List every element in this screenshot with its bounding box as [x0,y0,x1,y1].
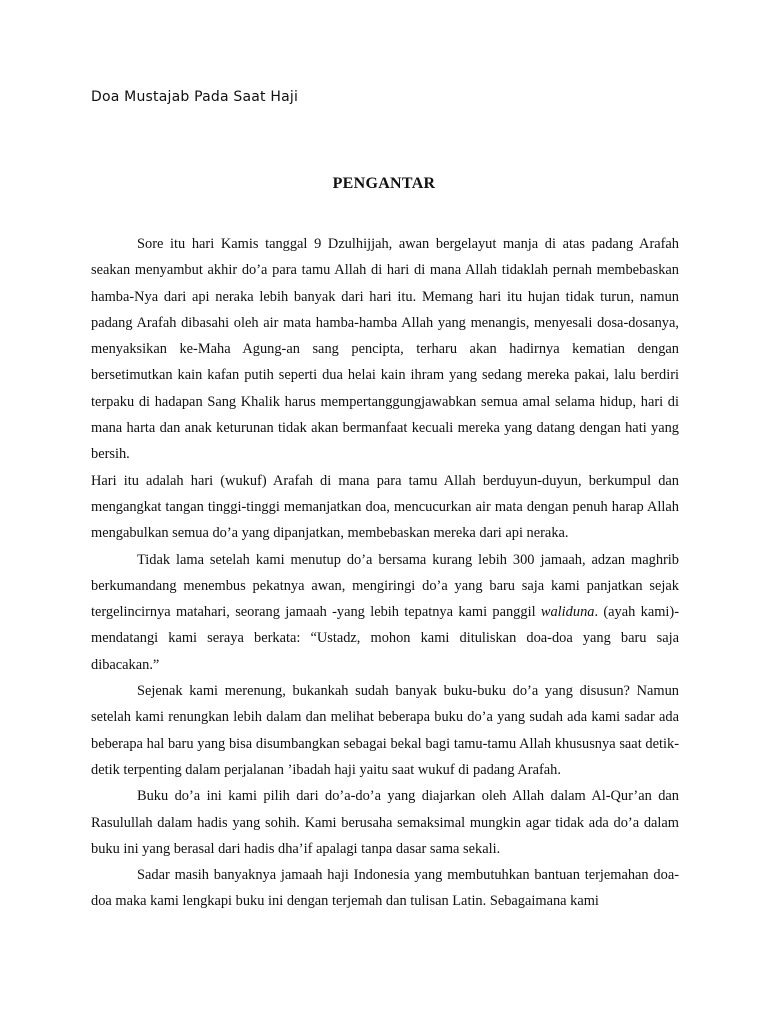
paragraph-3-text: Tidak lama setelah kami menutup do’a bersama kurang lebih 300 jamaah, adzan maghrib berkumandang menembus pekatnya awan, mengiringi do’a yang baru saja kami panjatkan sejak tergelincirnya matahari, seorang jamaah -yang lebih tepatnya kami panggil [91,551,679,621]
paragraph-1: Sore itu hari Kamis tanggal 9 Dzulhijjah, awan bergelayut manja di atas padang Arafah seakan menyambut akhir do’a para tamu Allah di hari di mana Allah tidaklah pernah membebaskan hamba-Nya dari api neraka lebih banyak dari hari itu. Memang hari itu hujan tidak turun, namun padang Arafah dibasahi oleh air mata hamba-hamba Allah yang menangis, menyesali dosa-dosanya, menyaksikan ke-Maha Agung-an sang pencipta, terharu akan hadirnya kematian dengan bersetimutkan kain kafan putih seperti dua helai kain ihram yang sedang mereka pakai, lalu berdiri terpaku di hadapan Sang Khalik harus mempertanggungjawabkan semua amal selama hidup, hari di mana harta dan anak keturunan tidak akan bermanfaat kecuali mereka yang datang dengan hati yang bersih. [91,236,679,463]
italic-term: waliduna [540,604,595,621]
paragraph-2: Hari itu adalah hari (wukuf) Arafah di mana para tamu Allah berduyun-duyun, berkumpul dan mengangkat tangan tinggi-tinggi memanjatkan doa, mencucurkan air mata dengan penuh harap Allah mengabulkan semua do’a yang dipanjatkan, membebaskan mereka dari api neraka. [91,472,679,542]
paragraph-5: Buku do’a ini kami pilih dari do’a-do’a yang diajarkan oleh Allah dalam Al-Qur’an dan Rasulullah dalam hadis yang sohih. Kami berusaha semaksimal mungkin agar tidak ada do’a dalam buku ini yang berasal dari hadis dha’if apalagi tanpa dasar sama sekali. [91,788,679,857]
paragraph-3 [91,547,679,678]
paragraph-3-text-cont: . (ayah kami)- mendatangi kami seraya berkata: “Ustadz, mohon kami dituliskan doa-doa yang baru saja dibacakan.” [91,604,679,673]
paragraph-6: Sadar masih banyaknya jamaah haji Indonesia yang membutuhkan bantuan terjemahan doa-doa maka kami lengkapi buku ini dengan terjemah dan tulisan Latin. Sebagaimana kami [91,867,679,910]
document-body [91,231,679,915]
paragraph-4: Sejenak kami merenung, bukankah sudah banyak buku-buku do’a yang disusun? Namun setelah kami renungkan lebih dalam dan melihat beberapa buku do’a yang sudah ada kami sadar ada beberapa hal baru yang bisa disumbangkan sebagai bekal bagi tamu-tamu Allah khususnya saat detik-detik terpenting dalam perjalanan ’ibadah haji yaitu saat wukuf di padang Arafah. [91,683,679,778]
document-title: Doa Mustajab Pada Saat Haji [91,89,299,105]
section-heading: PENGANTAR [332,175,436,192]
